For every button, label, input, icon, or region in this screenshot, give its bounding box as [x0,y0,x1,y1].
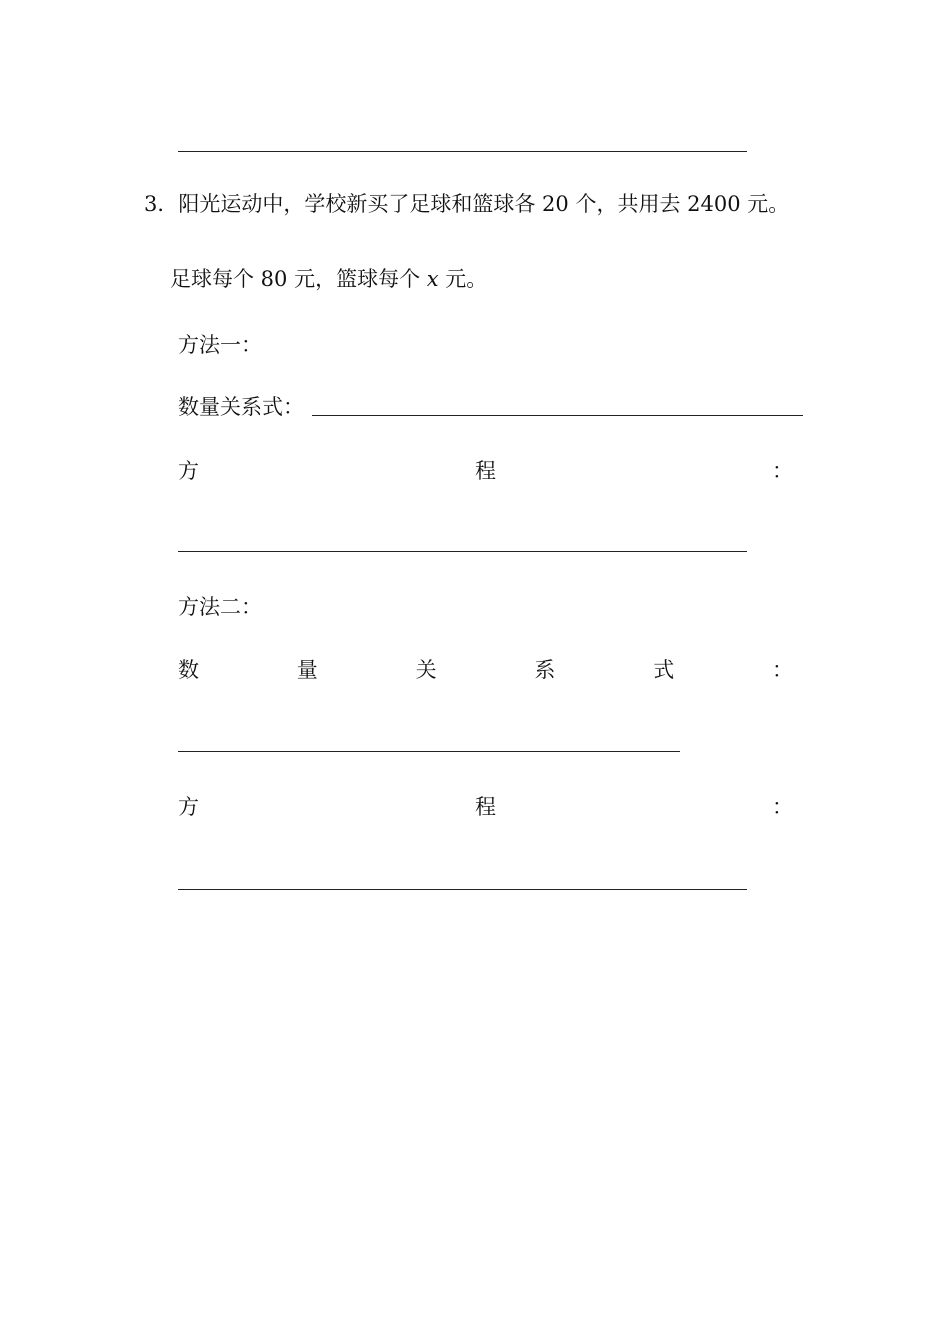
method2-equation-label [178,792,793,822]
method2-relation-char-6: ： [771,658,793,682]
method2-relation-char-2: 量 [296,658,318,682]
method1-heading: 方法一： [178,333,262,357]
method2-equation-answer-line [178,889,747,890]
problem-text-line2-suffix: 元。 [438,267,488,291]
method2-equation-char-2: 程 [475,795,496,819]
problem-statement-line2 [170,264,487,294]
problem-text-line2-prefix: 足球每个 80 元，篮球每个 [170,267,427,291]
method2-equation-char-1: 方 [178,795,199,819]
method1-relation-answer-line [312,415,803,416]
method1-equation-char-2: 程 [475,459,496,483]
variable-x: x [426,267,439,291]
method2-relation-char-3: 关 [415,658,437,682]
method1-equation-char-1: 方 [178,459,199,483]
method1-equation-label [178,456,793,486]
method2-relation-char-4: 系 [534,658,556,682]
method2-relation-char-5: 式 [653,658,675,682]
method1-equation-answer-line [178,551,747,552]
problem-number: 3． [144,192,179,216]
problem-text-line1: 阳光运动中，学校新买了足球和篮球各 20 个，共用去 2400 元。 [178,192,790,216]
method2-relation-label [178,655,793,685]
method2-heading: 方法二： [178,595,262,619]
problem-statement-line1 [144,189,789,219]
method1-equation-char-3: ： [772,459,793,483]
answer-line-previous [178,151,747,152]
method2-relation-answer-line [178,751,680,752]
method2-equation-char-3: ： [772,795,793,819]
method2-relation-char-1: 数 [178,658,199,682]
method1-relation-label: 数量关系式： [178,395,304,419]
